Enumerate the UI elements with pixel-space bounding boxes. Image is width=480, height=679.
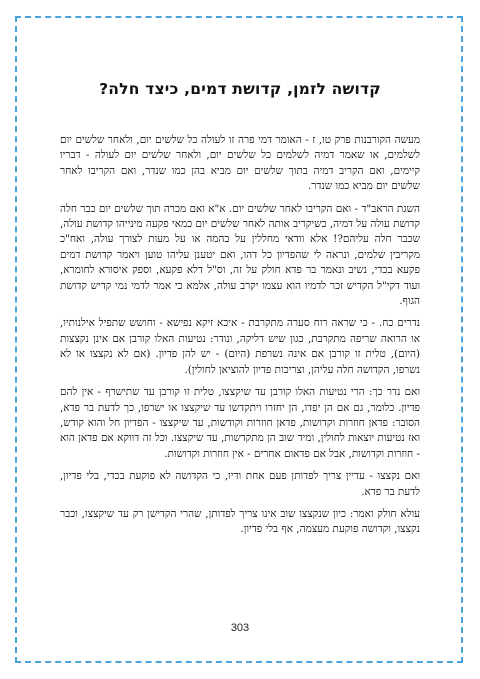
paragraph-4: ואם נדר כך: הרי נטיעות האלו קורבן עד שיקצצו, טלית זו קורבן עד שתישרף - אין להם פדיון. כלומר, גם אם הן יפדו, הן יחזרו ויתקדשו עד שיקצצו או ישרפו, כך לדעת בר פדא, הסובר: פדאן חוזרות וקדושות, פדאן חוזרות וקודשות, עד שיקצצו - הפדיון חל והוא קודש, ואז נטיעות יוצאות לחולין, ומיד שוב הן מתקדשות, עד שיקצצו. וכל זה דווקא אם פדאן הוא - חוזרות וקדושות, אבל אם פדאום אחרים - אין חוזרות וקדושות. (60, 386, 420, 460)
paragraph-3: נדרים כח. - כי שראה רוח סערה מתקרבת - איכא זיקא נפישא - וחושש שתפיל אילנותיו, או הרואה שריפה מתקרבת, כגון שיש דליקה, ונודר: נטיעות האלו קורבן אם אינן נקצצות (היום), טלית זו קורבן אם אינה נשרפת (היום) - יש להן פדיון. (אם לא נקצצו או לא נשרפו, הקדושה חלה עליהן, וצריכות פדיון להוציאן לחולין). (60, 317, 420, 376)
paragraph-1: מעשה הקורבנות פרק טו, ז - האומר דמי פרה זו לעולה כל שלשים יום, ולאחר שלשים יום לשלמים, או שאמר דמיה לשלמים כל שלשים יום, ולאחר שלשים יום לעולה - דבריו קיימים, ואם הקריב דמיה בתוך שלשים יום מביא בהן כמו שנדר, ואם הקריבו לאחר שלשים יום מביא כמו שנדר. (60, 134, 420, 193)
page-content (60, 80, 420, 545)
paragraph-6: עולא חולק ואמר: כיון שנקצצו שוב אינו צריך לפדותן, שהרי הקדישן רק עד שיקצצו, וכבר נקצצו, וקדושה פוקעת מעצמה, אף בלי פדיון. (60, 507, 420, 536)
page-title: קדושה לזמן, קדושת דמים, כיצד חלה? (99, 80, 381, 98)
page-number: 303 (230, 622, 250, 634)
paragraph-5: ואם נקצצו - עדיין צריך לפדותן פעם אחת ודיו, כי הקדושה לא פוקעת בכדי, בלי פדיון, לדעת בר פדא. (60, 470, 420, 498)
paragraph-2: השגת הראב"ד - ואם הקריבו לאחר שלשים יום. א"א ואם מכרה תוך שלשים יום כבר חלה קדושת עולה על דמיה, כשיקריב אותה לאחר שלשים יום כמאי פקעה מינייהו קדושת עולה, שכבר חלה עליהם?! אלא וודאי מחללין על בהמה או על מעות לצורך עולה, ואח"כ מקריבין שלמים, ונראה לי שהפדיון כל דהו, ואם יטענן עליהו טוען ויאמר קדושת דמים פקעא בכדי, נשיב ונאמר בר פדא חולק על זה, וס"ל דלא פקעא, וספק איסורא לחומרא, ועוד דקי"ל הקדיש זכר לדמיו הוא עצמו יקרב עולה, אלמא כי אמר לדמי נמי קדיש קדושת הגוף. (60, 202, 420, 308)
